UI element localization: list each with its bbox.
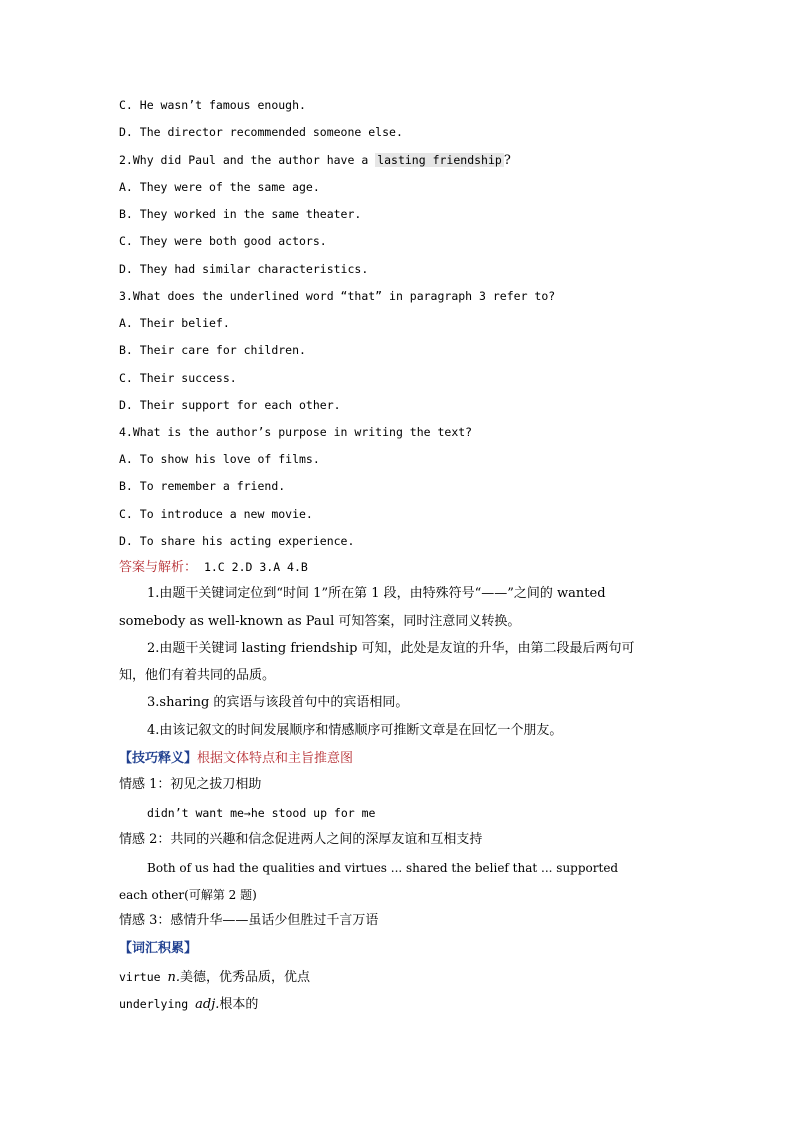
q2-stem-prefix: 2.Why did Paul and the author have a <box>119 153 376 167</box>
vocab-item <box>119 969 310 986</box>
emotion-1-detail: didn’t want me→he stood up for me <box>147 806 376 820</box>
vocab-pos: adj. <box>195 997 220 1012</box>
q2-option-c: C. They were both good actors. <box>119 234 327 248</box>
emotion-2: 情感 2：共同的兴趣和信念促进两人之间的深厚友谊和互相支持 <box>119 832 483 847</box>
answers-line <box>119 559 308 576</box>
vocab-word: virtue <box>119 970 168 984</box>
q2-option-b: B. They worked in the same theater. <box>119 207 362 221</box>
vocab-item <box>119 996 258 1013</box>
q4-option-c: C. To introduce a new movie. <box>119 507 313 521</box>
emotion-3: 情感 3：感情升华——虽话少但胜过千言万语 <box>119 913 379 928</box>
q4-stem: 4.What is the author’s purpose in writing the text? <box>119 425 473 439</box>
q4-option-d: D. To share his acting experience. <box>119 534 355 548</box>
emotion-2-detail-line2: each other(可解第 2 题) <box>119 888 257 902</box>
q3-option-b: B. Their care for children. <box>119 343 306 357</box>
q3-option-c: C. Their success. <box>119 371 237 385</box>
explanation-3: 3.sharing 的宾语与该段首句中的宾语相同。 <box>147 695 409 710</box>
explanation-2-line1: 2.由题干关键词 lasting friendship 可知，此处是友谊的升华，由第二段最后两句可 <box>147 641 635 656</box>
q3-option-a: A. Their belief. <box>119 316 230 330</box>
vocab-meaning: 根本的 <box>219 997 259 1012</box>
q3-stem: 3.What does the underlined word “that” in paragraph 3 refer to? <box>119 289 556 303</box>
q2-stem <box>119 152 511 169</box>
skill-title: 根据文体特点和主旨推意图 <box>197 751 354 766</box>
q2-stem-suffix: ? <box>503 153 511 168</box>
explanation-1-line1: 1.由题干关键词定位到“时间 1”所在第 1 段，由特殊符号“——”之间的 wanted <box>147 586 606 601</box>
answers-values: 1.C 2.D 3.A 4.B <box>203 560 308 574</box>
q3-option-d: D. Their support for each other. <box>119 398 341 412</box>
skill-heading-line <box>119 750 353 767</box>
emotion-1: 情感 1：初见之拔刀相助 <box>119 777 262 792</box>
q1-option-c: C. He wasn’t famous enough. <box>119 98 306 112</box>
vocab-word: underlying <box>119 997 196 1011</box>
explanation-4: 4.由该记叙文的时间发展顺序和情感顺序可推断文章是在回忆一个朋友。 <box>147 723 563 738</box>
q2-option-a: A. They were of the same age. <box>119 180 320 194</box>
q2-option-d: D. They had similar characteristics. <box>119 262 369 276</box>
vocab-pos: n. <box>167 970 180 985</box>
q2-stem-highlight: lasting friendship <box>377 153 502 167</box>
vocab-heading: 【词汇积累】 <box>119 941 198 956</box>
answers-label: 答案与解析： <box>119 560 198 575</box>
q4-option-b: B. To remember a friend. <box>119 479 286 493</box>
emotion-2-detail-line1: Both of us had the qualities and virtues ... shared the belief that ... supported <box>147 861 619 875</box>
skill-heading: 【技巧释义】 <box>119 751 198 766</box>
explanation-1-line2: somebody as well-known as Paul 可知答案，同时注意同义转换。 <box>119 614 521 629</box>
explanation-2-line2: 知，他们有着共同的品质。 <box>119 668 276 683</box>
q1-option-d: D. The director recommended someone else. <box>119 125 403 139</box>
q4-option-a: A. To show his love of films. <box>119 452 320 466</box>
vocab-meaning: 美德，优秀品质，优点 <box>179 970 310 985</box>
